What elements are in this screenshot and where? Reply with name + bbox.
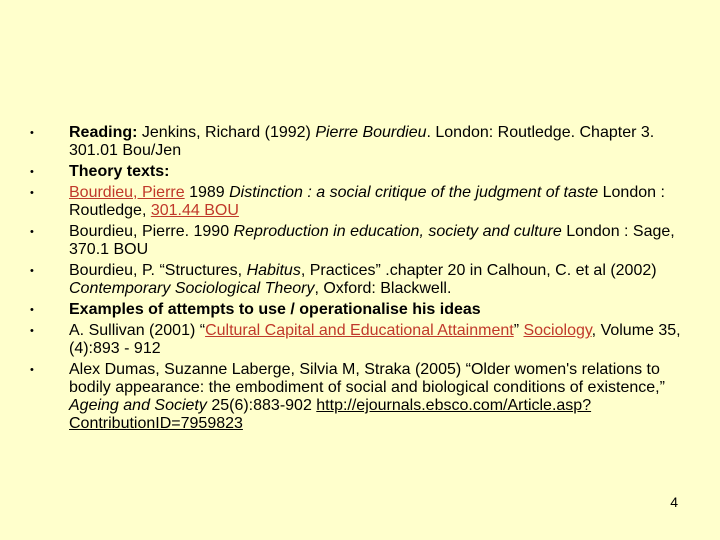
structures-author: Bourdieu, P. “Structures, bbox=[69, 262, 247, 279]
reference-list bbox=[30, 124, 690, 436]
sullivan-author: A. Sullivan (2001) “ bbox=[69, 322, 206, 339]
list-item-theory-texts bbox=[30, 163, 690, 181]
dumas-citation: Alex Dumas, Suzanne Laberge, Silvia M, Straka (2005) “Older women's relations to bodily appearance: the embodiment of social and biological conditions of existence,” bbox=[69, 361, 665, 396]
sullivan-volume: , Volume 35, (4):893 - 912 bbox=[69, 322, 681, 357]
distinction-year: 1989 bbox=[184, 184, 230, 201]
list-item-distinction bbox=[30, 184, 690, 220]
sullivan-quote-close: ” bbox=[513, 322, 524, 339]
reproduction-title: Reproduction in education, society and culture bbox=[233, 223, 562, 240]
article-link[interactable]: Cultural Capital and Educational Attainment bbox=[205, 322, 514, 339]
examples-heading: Examples of attempts to use / operationalise his ideas bbox=[69, 301, 481, 318]
distinction-publisher: London : Routledge, bbox=[69, 184, 665, 219]
dumas-issue: 25(6):883-902 bbox=[206, 397, 317, 414]
journal-link[interactable]: Sociology bbox=[523, 322, 592, 339]
list-item-examples bbox=[30, 301, 690, 319]
reproduction-author: Bourdieu, Pierre. 1990 bbox=[69, 223, 234, 240]
bullet-icon: • bbox=[30, 166, 34, 178]
structures-chapter: , Practices” .chapter 20 in Calhoun, C. et al (2002) bbox=[300, 262, 657, 279]
list-item-dumas bbox=[30, 361, 690, 433]
ebsco-url-link[interactable]: http://ejournals.ebsco.com/Article.asp?ContributionID=7959823 bbox=[69, 397, 592, 432]
bullet-icon: • bbox=[30, 127, 34, 139]
bullet-icon: • bbox=[30, 226, 34, 238]
reading-title: Pierre Bourdieu bbox=[315, 124, 427, 141]
structures-book-title: Contemporary Sociological Theory bbox=[69, 280, 315, 297]
call-number-link[interactable]: 301.44 BOU bbox=[150, 202, 239, 219]
list-item-sullivan bbox=[30, 322, 690, 358]
reading-author: Jenkins, Richard (1992) bbox=[137, 124, 316, 141]
reading-details: . London: Routledge. Chapter 3. 301.01 Bou/Jen bbox=[69, 124, 655, 159]
distinction-title: Distinction : a social critique of the judgment of taste bbox=[229, 184, 599, 201]
page-number: 4 bbox=[670, 494, 678, 510]
reproduction-publisher: London : Sage, 370.1 BOU bbox=[69, 223, 675, 258]
bullet-icon: • bbox=[30, 325, 34, 337]
reading-label: Reading: bbox=[69, 124, 138, 141]
bullet-icon: • bbox=[30, 304, 34, 316]
theory-texts-heading: Theory texts: bbox=[69, 163, 170, 180]
author-link[interactable]: Bourdieu, Pierre bbox=[69, 184, 185, 201]
bullet-icon: • bbox=[30, 265, 34, 277]
list-item-structures bbox=[30, 262, 690, 298]
habitus-term: Habitus bbox=[246, 262, 301, 279]
dumas-journal: Ageing and Society bbox=[69, 397, 207, 414]
structures-publisher: , Oxford: Blackwell. bbox=[314, 280, 452, 297]
list-item-reproduction bbox=[30, 223, 690, 259]
bullet-icon: • bbox=[30, 364, 34, 376]
list-item-reading bbox=[30, 124, 690, 160]
bullet-icon: • bbox=[30, 187, 34, 199]
